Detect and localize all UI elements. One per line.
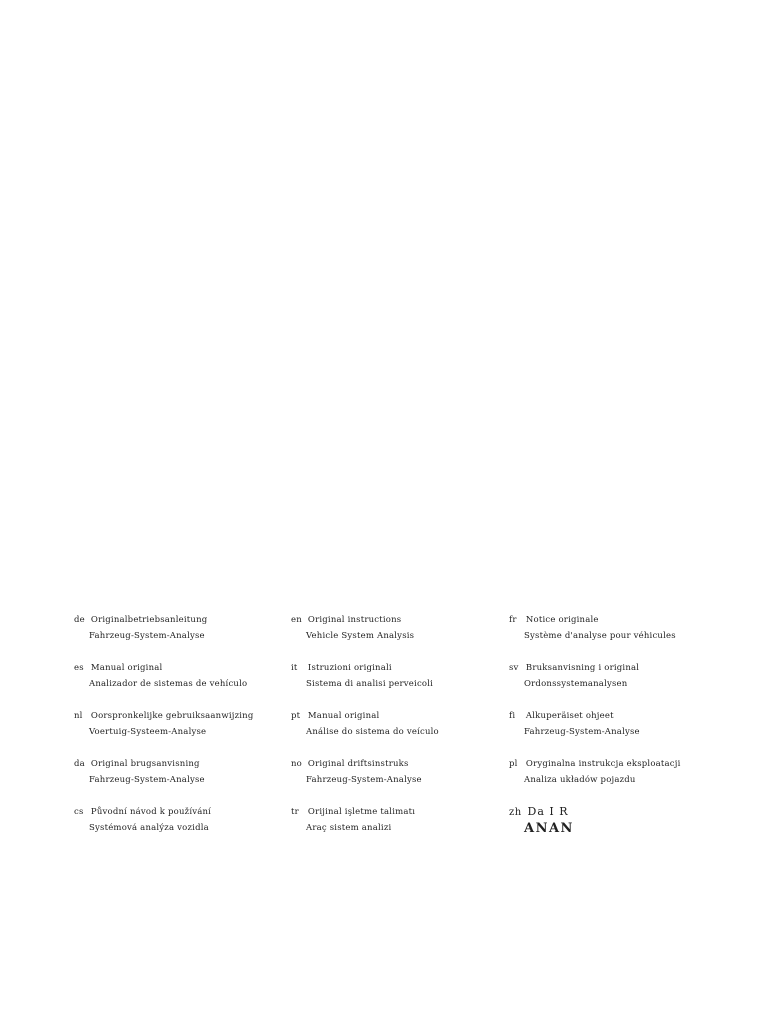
language-entry-it — [291, 660, 521, 692]
language-entry-nl — [74, 708, 304, 740]
instructions-title: Originalbetriebsanleitung — [90, 615, 208, 625]
product-name: Araç sistem analizi — [306, 823, 392, 833]
language-entry-fi — [509, 708, 739, 740]
instructions-title: Da I R — [527, 805, 569, 818]
language-code: cs — [74, 807, 84, 817]
product-name: Análise do sistema do veículo — [306, 727, 439, 737]
product-name: Sistema di analisi perveicoli — [306, 679, 434, 689]
product-name: Ordonssystemanalysen — [524, 679, 628, 689]
language-row — [0, 804, 768, 852]
product-name: Vehicle System Analysis — [306, 631, 415, 641]
language-code: no — [291, 759, 302, 769]
instructions-title: Istruzioni originali — [307, 663, 392, 673]
language-entry-pt — [291, 708, 521, 740]
instructions-title: Original driftsinstruks — [307, 759, 409, 769]
instructions-title: Original instructions — [307, 615, 402, 625]
language-row — [0, 660, 768, 708]
product-name: Fahrzeug-System-Analyse — [89, 775, 205, 785]
language-code: nl — [74, 711, 83, 721]
product-name: Voertuig-Systeem-Analyse — [89, 727, 207, 737]
instructions-title: Orijinal işletme talimatı — [307, 807, 416, 817]
language-entry-es — [74, 660, 304, 692]
product-name: Systémová analýza vozidla — [89, 823, 209, 833]
language-entry-de — [74, 612, 304, 644]
language-entry-zh — [509, 804, 739, 836]
language-grid — [0, 612, 768, 852]
instructions-title: Manual original — [307, 711, 380, 721]
instructions-title: Manual original — [90, 663, 163, 673]
instructions-title: Oryginalna instrukcja eksploatacji — [525, 759, 681, 769]
language-code: es — [74, 663, 84, 673]
instructions-title: Alkuperäiset ohjeet — [525, 711, 614, 721]
language-code: sv — [509, 663, 519, 673]
product-name: Fahrzeug-System-Analyse — [306, 775, 422, 785]
language-row — [0, 756, 768, 804]
language-entry-en — [291, 612, 521, 644]
language-row — [0, 708, 768, 756]
product-name: Fahrzeug-System-Analyse — [89, 631, 205, 641]
product-name: Analizador de sistemas de vehículo — [89, 679, 248, 689]
language-code: fi — [509, 711, 516, 721]
product-name: ANAN — [524, 821, 574, 836]
language-code: pl — [509, 759, 518, 769]
instructions-title: Notice originale — [525, 615, 599, 625]
language-code: tr — [291, 807, 299, 817]
language-code: de — [74, 615, 85, 625]
instructions-title: Oorspronkelijke gebruiksaanwijzing — [90, 711, 254, 721]
language-code: en — [291, 615, 302, 625]
language-entry-no — [291, 756, 521, 788]
language-code: zh — [509, 807, 522, 818]
language-code: it — [291, 663, 298, 673]
language-entry-fr — [509, 612, 739, 644]
instructions-title: Původní návod k používání — [90, 807, 212, 817]
instructions-title: Original brugsanvisning — [90, 759, 200, 769]
language-entry-pl — [509, 756, 739, 788]
product-name: Fahrzeug-System-Analyse — [524, 727, 640, 737]
language-entry-sv — [509, 660, 739, 692]
language-entry-tr — [291, 804, 521, 836]
language-code: fr — [509, 615, 517, 625]
language-entry-cs — [74, 804, 304, 836]
language-entry-da — [74, 756, 304, 788]
language-code: da — [74, 759, 85, 769]
product-name: Analiza układów pojazdu — [524, 775, 636, 785]
language-row — [0, 612, 768, 660]
language-code: pt — [291, 711, 301, 721]
product-name: Système d'analyse pour véhicules — [524, 631, 676, 641]
instructions-title: Bruksanvisning i original — [525, 663, 640, 673]
